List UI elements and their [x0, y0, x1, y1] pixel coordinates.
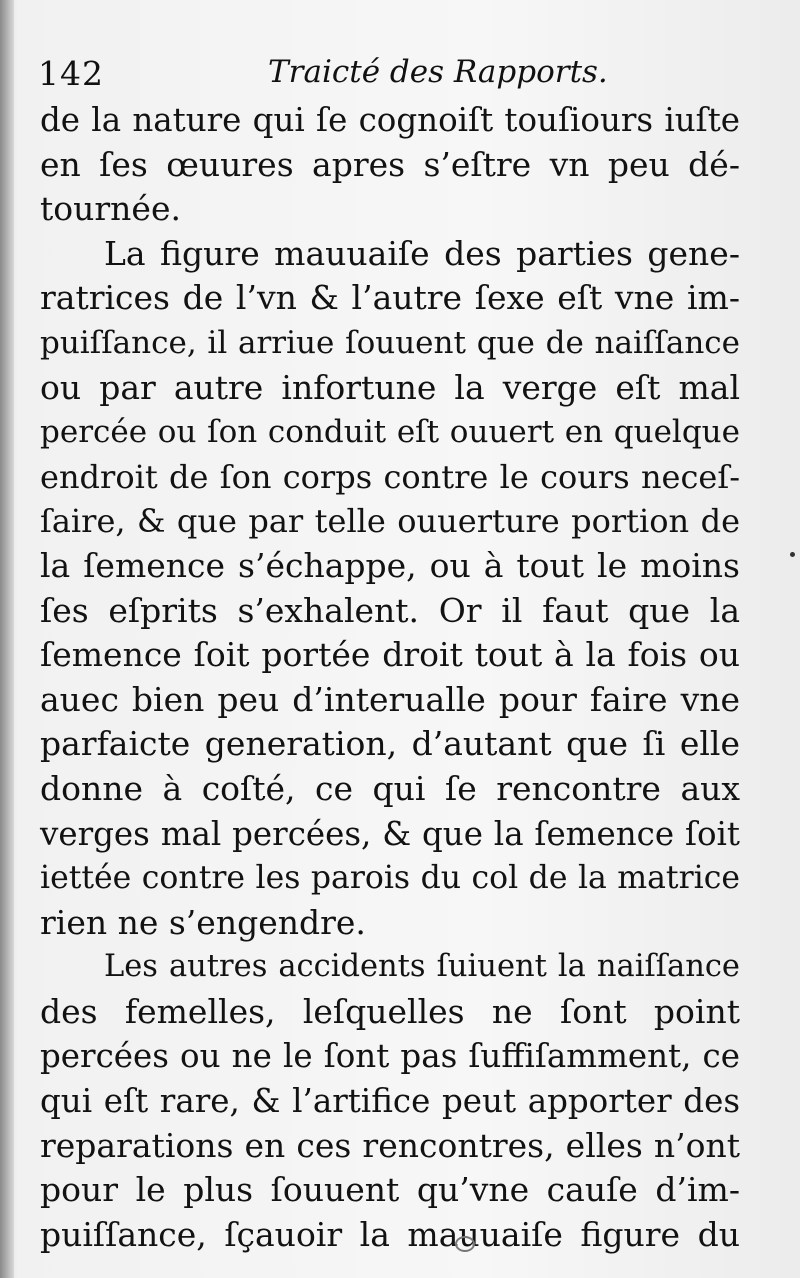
text-line: endroit de ſon corps contre le cours neceſ-	[40, 457, 740, 496]
text-line: Les autres accidents ſuiuent la naiſſance	[104, 949, 740, 985]
text-line: rien ne s’engendre.	[40, 902, 366, 942]
text-line: percée ou ſon conduit eſt ouuert en quelque	[40, 414, 740, 451]
page-number: 142	[38, 54, 104, 93]
running-title: Traicté des Rapports.	[268, 54, 608, 90]
page-gutter-shadow	[0, 0, 14, 1278]
text-line: en ſes œuures apres s’eſtre vn peu dé-	[40, 144, 740, 184]
body-text	[40, 98, 740, 1257]
text-line: verges mal percées, & que la ſemence ſoit	[40, 814, 740, 853]
text-line: ou par autre infortune la verge eſt mal	[40, 367, 740, 407]
text-line: ſemence ſoit portée droit tout à la fois ou	[40, 635, 740, 675]
text-line: La figure mauuaiſe des parties gene-	[104, 233, 740, 273]
text-line: ſes eſprits s’exhalent. Or il faut que la	[40, 590, 740, 630]
text-line: auec bien peu d’interualle pour faire vne	[40, 679, 740, 719]
text-line: percées ou ne le ſont pas ſuffiſamment, ce	[40, 1037, 740, 1076]
paper-speck	[790, 552, 795, 557]
text-line: iettée contre les parois du col de la matrice	[40, 860, 740, 897]
text-line: pour le plus ſouuent qu’vne cauſe d’im-	[40, 1170, 740, 1210]
text-line: reparations en ces rencontres, elles n’ont	[40, 1125, 740, 1165]
text-line: des femelles, leſquelles ne ſont point	[40, 991, 740, 1031]
page-header	[38, 52, 738, 96]
text-line: donne à coſté, ce qui ſe rencontre aux	[40, 768, 740, 808]
paper-speck	[455, 1236, 475, 1252]
text-line: qui eſt rare, & l’artifice peut apporter des	[40, 1082, 740, 1121]
text-line: parfaicte generation, d’autant que ſi elle	[40, 724, 740, 764]
text-line: puiſſance, il arriue ſouuent que de naiſſance	[40, 324, 740, 361]
text-line: tournée.	[40, 189, 181, 229]
text-line: ſaire, & que par telle ouuerture portion de	[40, 502, 740, 541]
text-line: puiſſance, ſçauoir la mauuaiſe figure du	[40, 1214, 740, 1254]
text-line: de la nature qui ſe cognoiſt touſiours iuſte	[40, 101, 740, 139]
text-line: ratrices de l’vn & l’autre ſexe eſt vne im-	[40, 278, 740, 318]
text-line: la ſemence s’échappe, ou à tout le moins	[40, 545, 740, 585]
